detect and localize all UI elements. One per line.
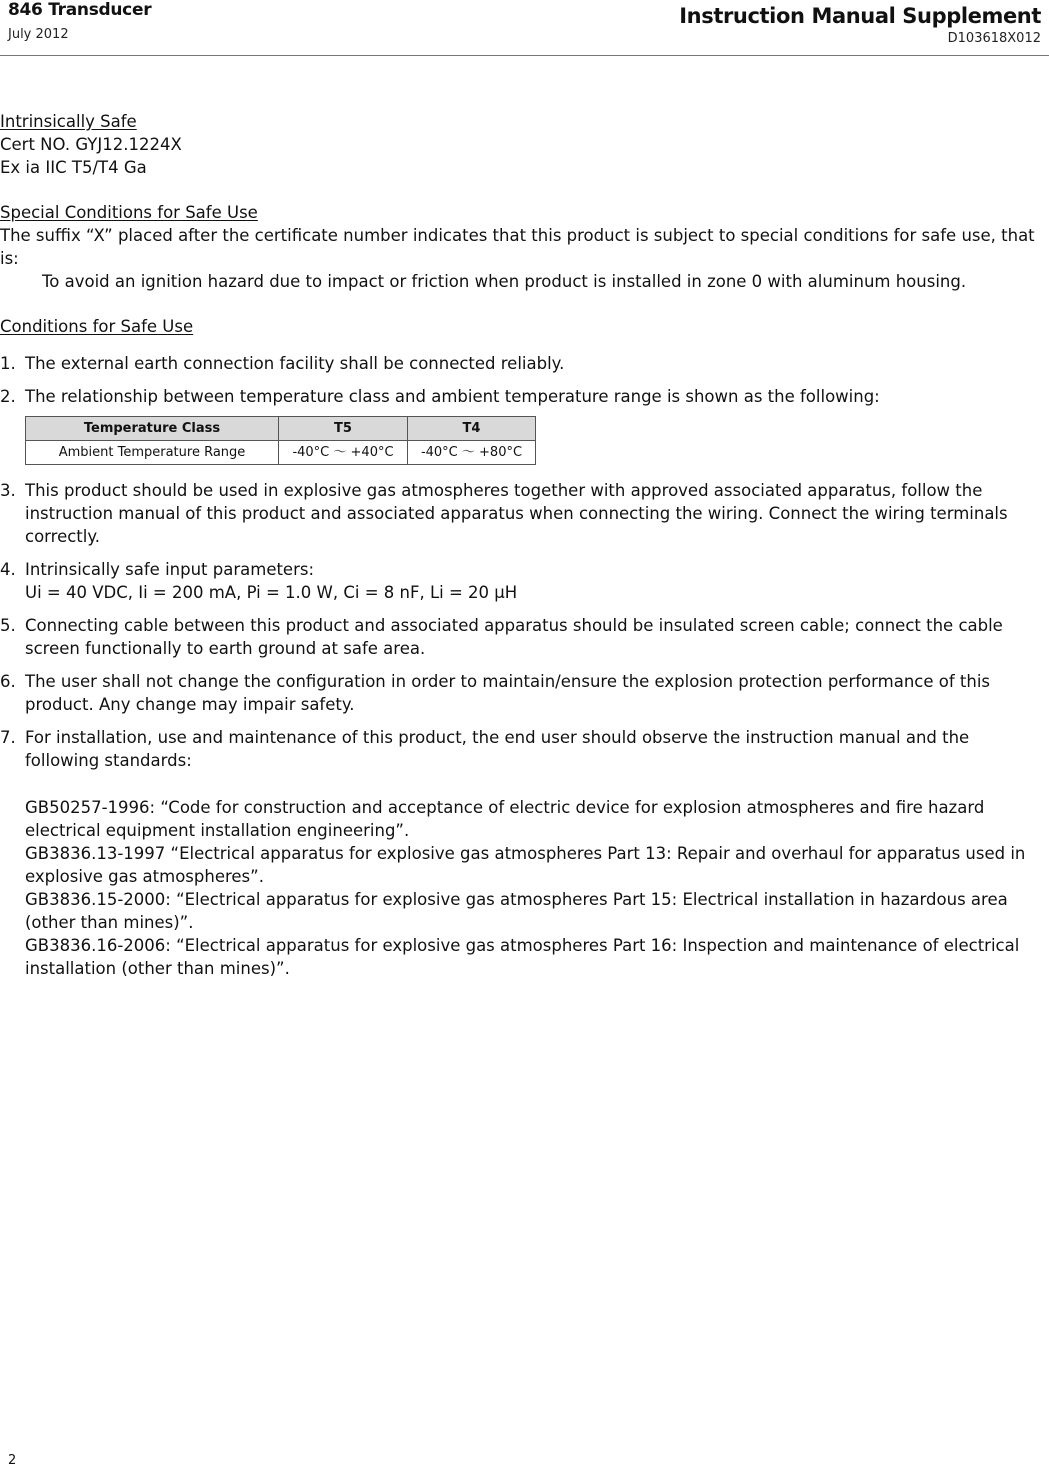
item-text: This product should be used in explosive gas atmospheres together with approved associated apparatus, follow the instruction manual of this product and associated apparatus when connecting the wiring. Connect the wiring terminals correctly. <box>25 481 1008 546</box>
certificate-number: Cert NO. GYJ12.1224X <box>0 135 182 154</box>
special-conditions-heading: Special Conditions for Safe Use <box>0 203 258 222</box>
page-content <box>0 110 1047 990</box>
list-item <box>0 479 1047 548</box>
document-number: D103618X012 <box>947 31 1041 46</box>
table-header: Temperature Class <box>26 417 279 441</box>
intrinsically-safe-heading: Intrinsically Safe <box>0 112 137 131</box>
standard-entry: GB3836.13-1997 “Electrical apparatus for explosive gas atmospheres Part 13: Repair and overhaul for apparatus used in explosive gas atmospheres”. <box>25 844 1026 886</box>
item-number: 4. <box>0 560 16 579</box>
publication-date: July 2012 <box>8 27 69 42</box>
item-number: 1. <box>0 354 16 373</box>
special-condition-text: To avoid an ignition hazard due to impact or friction when product is installed in zone 0 with aluminum housing. <box>42 272 967 291</box>
document-title: Instruction Manual Supplement <box>679 4 1041 28</box>
item-text: The user shall not change the configuration in order to maintain/ensure the explosion protection performance of this product. Any change may impair safety. <box>25 672 991 714</box>
conditions-heading: Conditions for Safe Use <box>0 317 194 336</box>
list-item <box>0 614 1047 660</box>
standard-entry: GB50257-1996: “Code for construction and acceptance of electric device for explosion atmospheres and fire hazard electrical equipment installation engineering”. <box>25 798 985 840</box>
item-text: Intrinsically safe input parameters: <box>25 560 315 579</box>
header-divider <box>0 55 1049 56</box>
ex-marking: Ex ia IIC T5/T4 Ga <box>0 158 147 177</box>
input-parameters: Ui = 40 VDC, Ii = 200 mA, Pi = 1.0 W, Ci = 8 nF, Li = 20 μH <box>25 583 518 602</box>
table-header: T4 <box>408 417 536 441</box>
item-text: The external earth connection facility shall be connected reliably. <box>25 354 565 373</box>
list-item <box>0 670 1047 716</box>
table-cell: -40°C ～ +40°C <box>279 441 408 465</box>
item-number: 5. <box>0 616 16 635</box>
special-conditions-intro: The suffix “X” placed after the certificate number indicates that this product is subject to special conditions for safe use, that is: <box>0 226 1035 268</box>
list-item <box>0 726 1047 980</box>
product-name: 846 Transducer <box>8 0 152 20</box>
standard-entry: GB3836.16-2006: “Electrical apparatus for explosive gas atmospheres Part 16: Inspection and maintenance of electrical installation (other than mines)”. <box>25 936 1020 978</box>
standard-entry: GB3836.15-2000: “Electrical apparatus for explosive gas atmospheres Part 15: Electrical installation in hazardous area (other than mines)”. <box>25 890 1008 932</box>
conditions-list <box>0 352 1047 980</box>
item-text: Connecting cable between this product and associated apparatus should be insulated screen cable; connect the cable screen functionally to earth ground at safe area. <box>25 616 1003 658</box>
item-number: 7. <box>0 728 16 747</box>
temperature-table <box>25 416 536 465</box>
item-number: 2. <box>0 387 16 406</box>
item-number: 6. <box>0 672 16 691</box>
standards-list <box>25 796 1047 980</box>
table-header-row <box>26 417 536 441</box>
list-item <box>0 558 1047 604</box>
header-right <box>679 4 1041 46</box>
table-row <box>26 441 536 465</box>
item-text: The relationship between temperature class and ambient temperature range is shown as the following: <box>25 387 880 406</box>
item-number: 3. <box>0 481 16 500</box>
list-item <box>0 352 1047 375</box>
list-item <box>0 385 1047 465</box>
table-cell: Ambient Temperature Range <box>26 441 279 465</box>
table-header: T5 <box>279 417 408 441</box>
header-left <box>8 0 151 42</box>
item-text: For installation, use and maintenance of this product, the end user should observe the instruction manual and the following standards: <box>25 728 970 770</box>
table-cell: -40°C ～ +80°C <box>408 441 536 465</box>
page-number: 2 <box>8 1453 17 1468</box>
